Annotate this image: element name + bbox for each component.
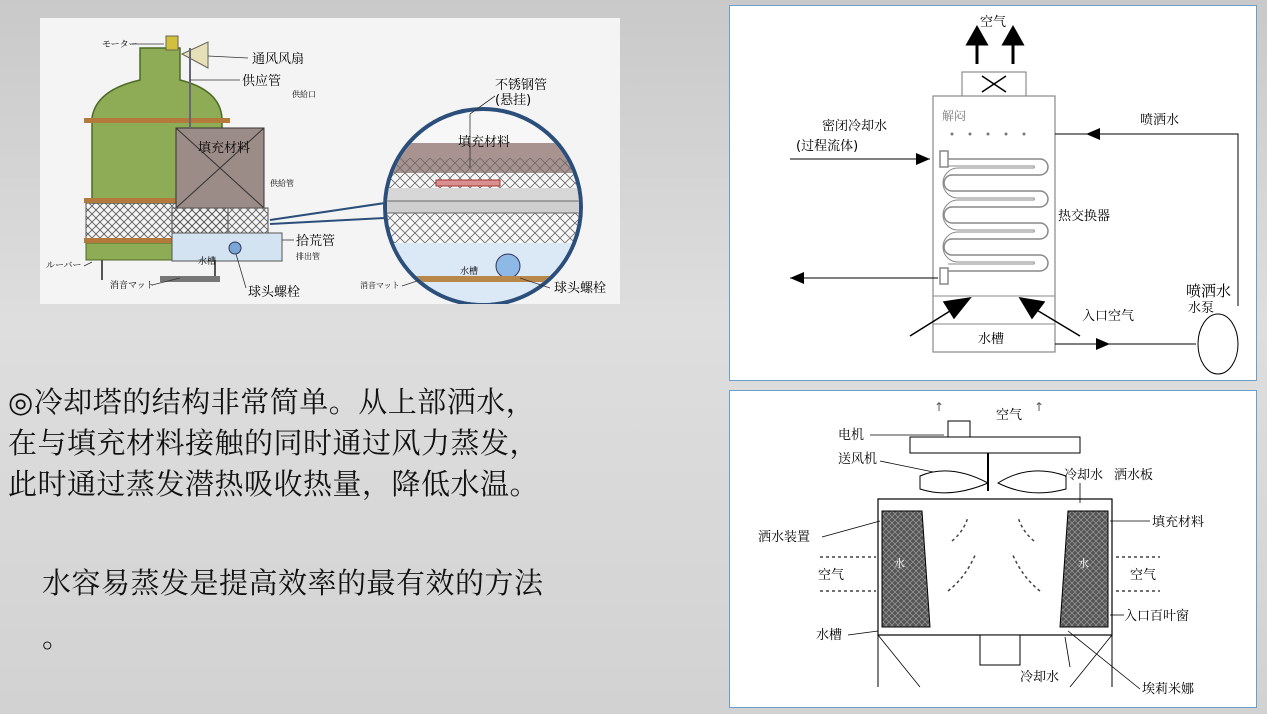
label-zoom-basin: 水槽 [460, 267, 479, 277]
label-air-right: 空气 [1130, 568, 1157, 583]
label-fan: 送风机 [838, 452, 878, 467]
label-air-top: 空气 [996, 408, 1023, 423]
svg-text:↑: ↑ [1034, 400, 1045, 414]
label-strainer: 拾荒管 [296, 234, 336, 249]
crossflow-tower-figure [729, 390, 1257, 708]
label-zoom-fill: 填充材料 [458, 135, 511, 150]
label-motor: モーター [102, 40, 138, 50]
cooling-tower-cutaway-svg [40, 18, 620, 304]
conclusion-paragraph [42, 556, 672, 664]
label-bolt: 球头螺栓 [248, 285, 301, 300]
label-steel-pipe: 不锈钢管 [495, 78, 548, 93]
label-louver: ルーバー [46, 261, 82, 271]
label-cooling-water-out: 冷却水 [1020, 670, 1060, 685]
label-supply-port: 供給口 [292, 90, 316, 99]
label-motor: 电机 [838, 428, 865, 443]
tower-body [84, 36, 282, 282]
svg-text:↑: ↑ [934, 400, 945, 414]
para2-line1: 水容易蒸发是提高效率的最有效的方法 [42, 566, 544, 600]
label-zoom-bolt: 球头螺栓 [554, 281, 607, 296]
water-char-left: 水 [894, 557, 905, 570]
label-spray-water: 喷洒水 [1140, 113, 1180, 128]
label-zoom-mat: 消音マット [360, 281, 400, 290]
label-fill-media: 填充材料 [1152, 515, 1205, 530]
label-spray-plate: 洒水板 [1114, 468, 1154, 483]
label-basin-2: 水槽 [978, 332, 1005, 347]
para1-line2: 在与填充材料接触的同时通过风力蒸发， [8, 426, 540, 460]
label-pump: 水泵 [1188, 301, 1215, 316]
para1-line3: 此时通过蒸发潜热吸收热量，降低水温。 [8, 467, 540, 501]
label-drain: 排出管 [296, 252, 320, 261]
label-heat-exchanger: 热交换器 [1058, 209, 1111, 224]
label-process-fluid: (过程流体) [796, 139, 859, 154]
label-supply-pipe: 供应管 [242, 74, 282, 89]
crossflow-tower-svg [730, 391, 1256, 707]
label-sprinkler: 洒水装置 [758, 530, 811, 545]
label-pump-spray: 喷洒水 [1186, 282, 1232, 300]
label-fill: 填充材料 [198, 141, 251, 156]
description-paragraph [8, 382, 648, 505]
label-valve: 解闷 [942, 109, 967, 123]
label-cooling-water: 冷却水 [1064, 468, 1104, 483]
cooling-tower-cutaway-figure [40, 18, 620, 304]
closed-circuit-cooler-figure [729, 5, 1257, 381]
closed-circuit-cooler-svg [730, 6, 1256, 380]
label-mat: 消音マット [110, 281, 155, 291]
label-closed-water: 密闭冷却水 [822, 119, 888, 134]
label-basin-3: 水槽 [816, 628, 843, 643]
label-fan: 通风风扇 [252, 52, 305, 67]
label-inlet-air: 入口空气 [1082, 309, 1135, 324]
label-basin: 水槽 [198, 257, 217, 267]
label-supply-pipe-jp: 供給管 [270, 179, 294, 188]
para1-line1: ◎冷却塔的结构非常简单。从上部洒水， [8, 385, 536, 419]
para2-line2: 。 [42, 620, 72, 654]
label-louver: 入口百叶窗 [1124, 609, 1190, 624]
label-air-left: 空气 [818, 568, 845, 583]
label-air-out: 空气 [980, 15, 1007, 30]
label-eliminator: 埃莉米娜 [1142, 682, 1195, 697]
label-hanging: (悬挂) [495, 93, 532, 108]
water-char-right: 水 [1078, 557, 1089, 570]
